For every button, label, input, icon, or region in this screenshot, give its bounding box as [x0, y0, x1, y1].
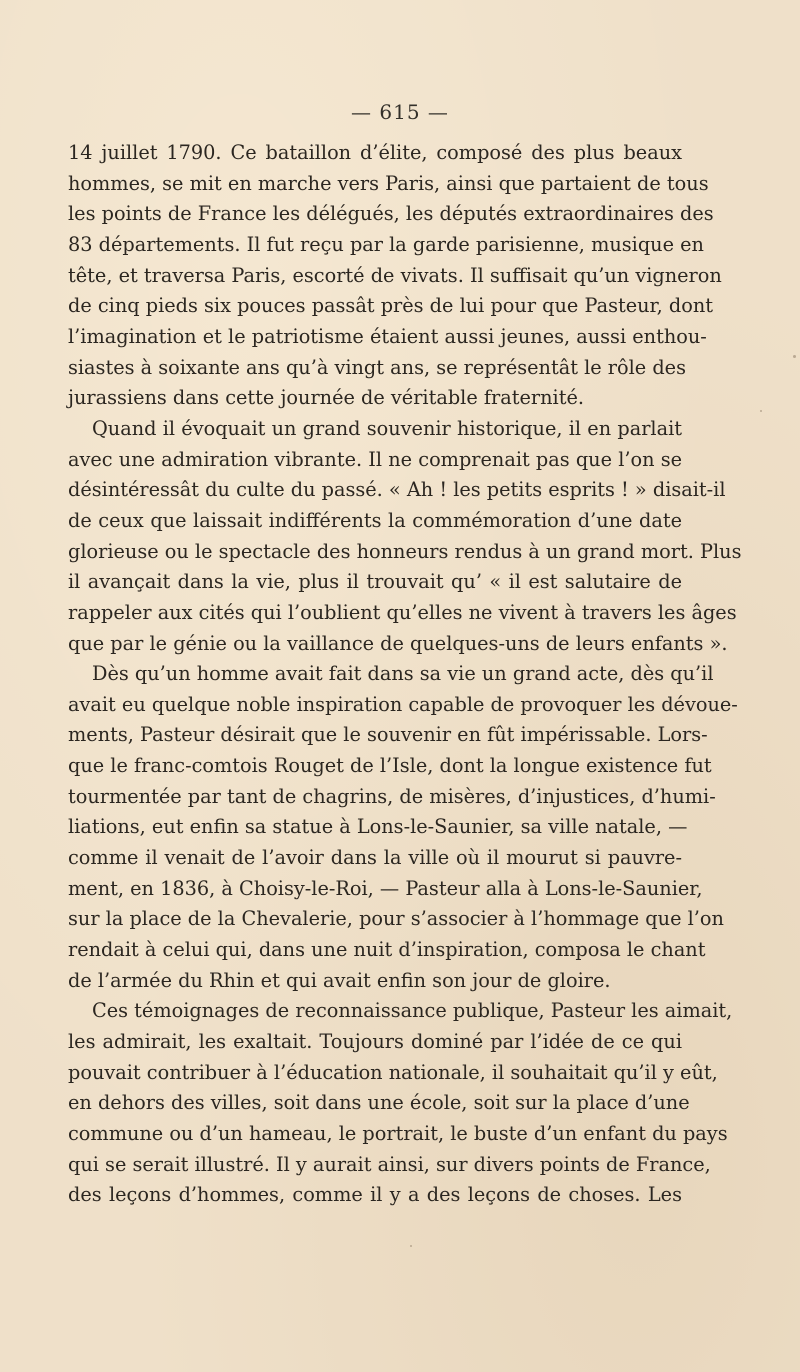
text-line: hommes, se mit en marche vers Paris, ainsi que partaient de tous	[68, 171, 709, 195]
text-line: des leçons d’hommes, comme il y a des leçons de choses. Les	[68, 1183, 682, 1207]
text-line: pouvait contribuer à l’éducation nationale, il souhaitait qu’il y eût,	[68, 1060, 718, 1084]
paragraph-2	[68, 414, 742, 659]
text-line: que par le génie ou la vaillance de quelques-uns de leurs enfants ».	[68, 631, 728, 655]
paragraph-1	[68, 138, 722, 414]
text-line: de ceux que laissait indifférents la commémoration d’une date	[68, 508, 682, 532]
text-line: il avançait dans la vie, plus il trouvait qu’ « il est salutaire de	[68, 570, 682, 594]
text-line: glorieuse ou le spectacle des honneurs rendus à un grand mort. Plus	[68, 539, 742, 563]
text-line: qui se serait illustré. Il y aurait ainsi, sur divers points de France,	[68, 1152, 711, 1176]
text-line: rappeler aux cités qui l’oublient qu’elles ne vivent à travers les âges	[68, 600, 737, 624]
text-line: Ces témoignages de reconnaissance publique, Pasteur les aimait,	[92, 999, 733, 1023]
text-line: les admirait, les exaltait. Toujours dominé par l’idée de ce qui	[68, 1030, 682, 1054]
text-line: tête, et traversa Paris, escorté de vivats. Il suffisait qu’un vigneron	[68, 263, 722, 287]
page-number: — 615 —	[351, 100, 449, 124]
paper-speck	[410, 1245, 412, 1247]
text-line: de l’armée du Rhin et qui avait enfin son jour de gloire.	[68, 968, 611, 992]
text-line: 14 juillet 1790. Ce bataillon d’élite, composé des plus beaux	[68, 141, 682, 164]
text-line: commune ou d’un hameau, le portrait, le buste d’un enfant du pays	[68, 1122, 728, 1145]
text-line: Quand il évoquait un grand souvenir historique, il en parlait	[92, 416, 682, 440]
text-line: de cinq pieds six pouces passât près de lui pour que Pasteur, dont	[68, 294, 714, 318]
paper-speck	[793, 355, 796, 358]
paragraph-4	[68, 996, 733, 1211]
text-line: 83 départements. Il fut reçu par la garde parisienne, musique en	[68, 232, 704, 256]
text-line: l’imagination et le patriotisme étaient aussi jeunes, aussi enthou-	[68, 324, 707, 348]
paper-speck	[760, 410, 762, 412]
text-line: jurassiens dans cette journée de véritable fraternité.	[68, 386, 584, 410]
text-line: rendait à celui qui, dans une nuit d’inspiration, composa le chant	[68, 938, 706, 962]
text-line: siastes à soixante ans qu’à vingt ans, se représentât le rôle des	[68, 355, 686, 379]
paragraph-3	[68, 659, 738, 996]
text-line: tourmentée par tant de chagrins, de misères, d’injustices, d’humi-	[68, 784, 716, 808]
text-line: avait eu quelque noble inspiration capable de provoquer les dévoue-	[68, 692, 738, 716]
text-line: liations, eut enfin sa statue à Lons-le-Saunier, sa ville natale, —	[68, 815, 688, 839]
text-line: comme il venait de l’avoir dans la ville où il mourut si pauvre-	[68, 846, 682, 870]
text-line: sur la place de la Chevalerie, pour s’associer à l’hommage que l’on	[68, 907, 724, 931]
text-line: ments, Pasteur désirait que le souvenir en fût impérissable. Lors-	[68, 723, 708, 747]
text-line: avec une admiration vibrante. Il ne comprenait pas que l’on se	[68, 447, 682, 471]
text-line: que le franc-comtois Rouget de l’Isle, dont la longue existence fut	[68, 754, 712, 778]
text-line: ment, en 1836, à Choisy-le-Roi, — Pasteur alla à Lons-le-Saunier,	[68, 876, 703, 900]
text-line: les points de France les délégués, les députés extraordinaires des	[68, 202, 714, 226]
text-line: en dehors des villes, soit dans une école, soit sur la place d’une	[68, 1091, 690, 1115]
text-line: désintéressât du culte du passé. « Ah ! les petits esprits ! » disait-il	[68, 478, 726, 502]
text-line: Dès qu’un homme avait fait dans sa vie un grand acte, dès qu’il	[92, 662, 714, 686]
body-text	[68, 138, 742, 1211]
